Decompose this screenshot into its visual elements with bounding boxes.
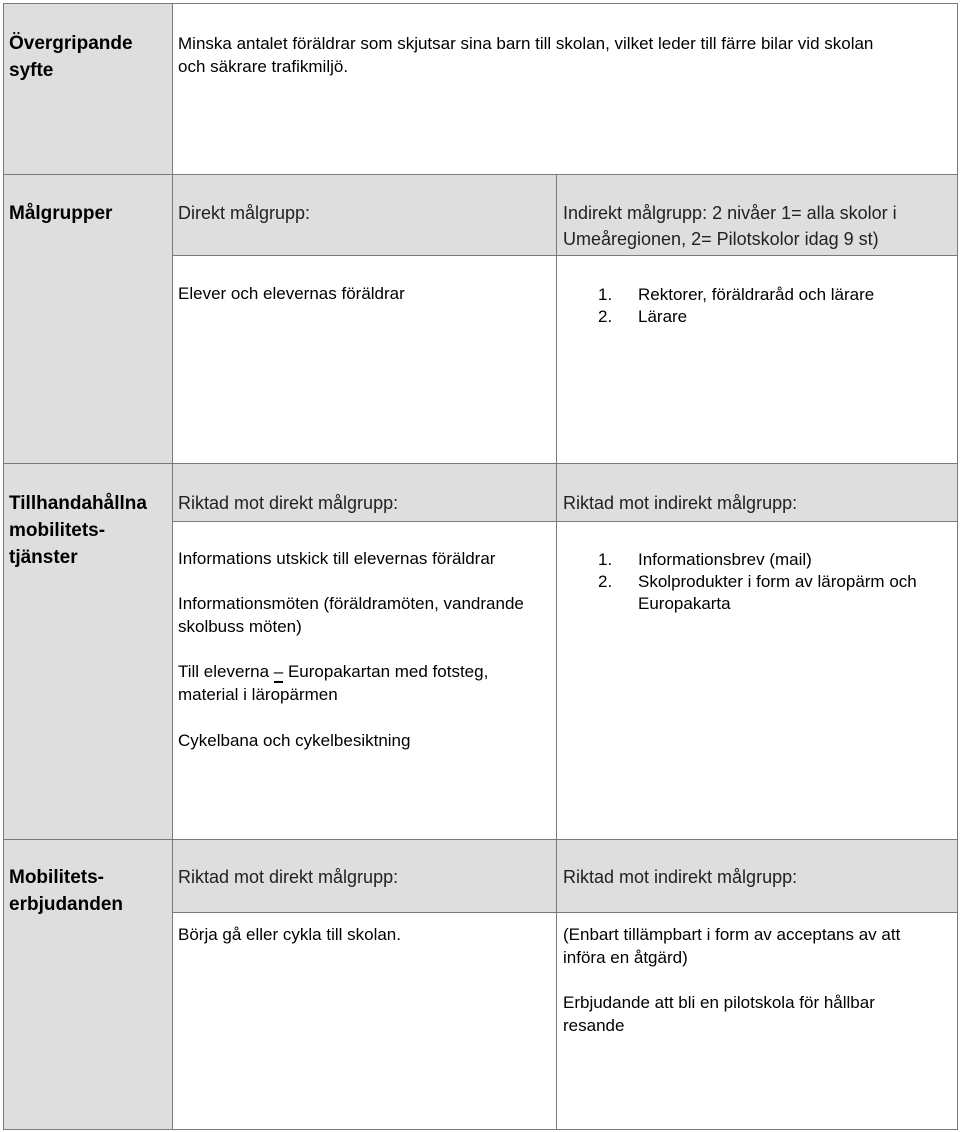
purpose-text-line1: Minska antalet föräldrar som skjutsar sina barn till skolan, vilket leder till färre bilar vid skolan <box>178 34 874 53</box>
purpose-text-line2: och säkrare trafikmiljö. <box>178 57 349 76</box>
list-item: 2. Lärare <box>598 307 688 326</box>
purpose-text <box>178 32 953 78</box>
services-indirect-header: Riktad mot indirekt målgrupp: <box>563 493 798 513</box>
purpose-label-line1: Övergripande <box>9 33 133 54</box>
offers-label <box>9 864 123 918</box>
services-label-line3: tjänster <box>9 547 78 568</box>
offers-indirect-p2-line2: resande <box>563 1016 625 1035</box>
dash-mark: – <box>273 662 284 681</box>
target-groups-label: Målgrupper <box>9 203 113 224</box>
list-item: 2. Skolprodukter i form av läropärm och Europakarta <box>598 572 917 613</box>
services-label <box>9 490 147 571</box>
offers-indirect-p1-line1: (Enbart tillämpbart i form av acceptans av att <box>563 925 901 944</box>
services-direct-header: Riktad mot direkt målgrupp: <box>178 493 399 513</box>
indirect-target-header-line2: Umeåregionen, 2= Pilotskolor idag 9 st) <box>563 229 879 249</box>
indirect-target-list <box>598 284 874 328</box>
indirect-target-header <box>563 200 897 252</box>
list-item: 1. Rektorer, föräldraråd och lärare <box>598 285 875 304</box>
offers-label-line2: erbjudanden <box>9 894 124 915</box>
offers-indirect-header: Riktad mot indirekt målgrupp: <box>563 867 798 887</box>
services-direct-p3 <box>178 660 488 706</box>
services-direct-p2-line1: Informationsmöten (föräldramöten, vandrande <box>178 594 524 613</box>
offers-label-line1: Mobilitets- <box>9 867 104 888</box>
indirect-target-header-line1: Indirekt målgrupp: 2 nivåer 1= alla skolor i <box>563 203 897 223</box>
list-item: 1. Informationsbrev (mail) <box>598 550 812 569</box>
services-direct-p2 <box>178 592 524 638</box>
offers-indirect-p1-line2: införa en åtgärd) <box>563 948 688 967</box>
offers-indirect-p2 <box>563 991 875 1037</box>
services-direct-p1: Informations utskick till elevernas föräldrar <box>178 549 496 568</box>
offers-direct-header: Riktad mot direkt målgrupp: <box>178 867 399 887</box>
services-label-line2: mobilitets- <box>9 520 106 541</box>
direct-target-header: Direkt målgrupp: <box>178 203 311 223</box>
services-indirect-list <box>598 549 917 615</box>
offers-direct-text: Börja gå eller cykla till skolan. <box>178 925 401 944</box>
services-direct-p2-line2: skolbuss möten) <box>178 617 302 636</box>
offers-indirect-p2-line1: Erbjudande att bli en pilotskola för hållbar <box>563 993 875 1012</box>
services-direct-p3-line1: Till eleverna – Europakartan med fotsteg, <box>178 662 489 681</box>
services-label-line1: Tillhandahållna <box>9 493 147 514</box>
purpose-label-line2: syfte <box>9 60 54 81</box>
offers-indirect-p1 <box>563 923 900 969</box>
services-direct-p4: Cykelbana och cykelbesiktning <box>178 731 411 750</box>
purpose-label <box>9 30 133 84</box>
services-direct-p3-line2: material i läropärmen <box>178 685 338 704</box>
direct-target-text: Elever och elevernas föräldrar <box>178 284 405 303</box>
